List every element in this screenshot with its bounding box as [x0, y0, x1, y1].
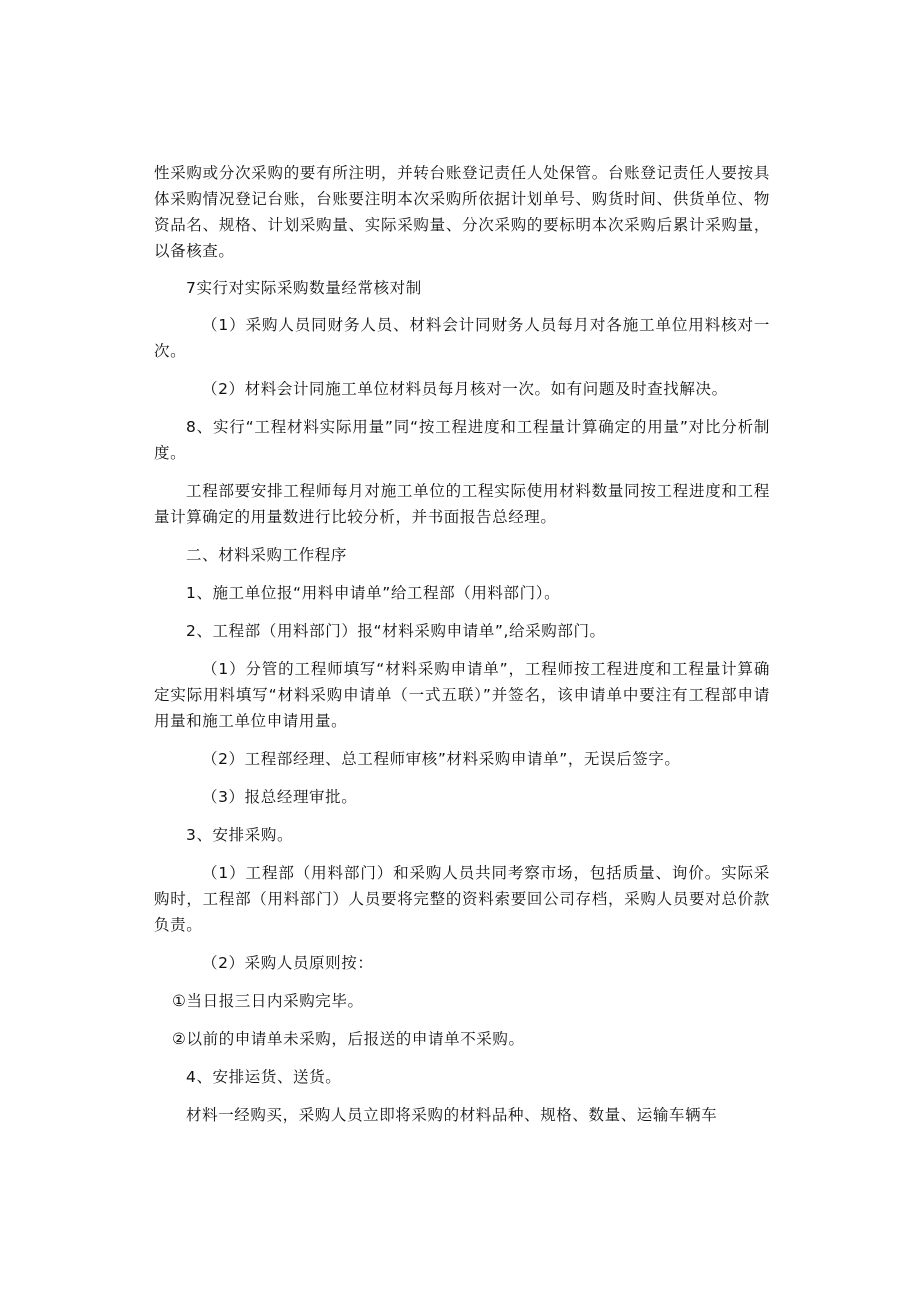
paragraph-8-body: 工程部要安排工程师每月对施工单位的工程实际使用材料数量同按工程进度和工程量计算确定的用量数进行比较分析，并书面报告总经理。 [154, 482, 770, 526]
rule-circle-1: ①当日报三日内采购完毕。 [172, 992, 364, 1010]
step-3-2: （2）采购人员原则按： [202, 954, 374, 972]
paragraph-7-1: （1）采购人员同财务人员、材料会计同财务人员每月对各施工单位用料核对一次。 [154, 316, 770, 360]
document-page [154, 160, 770, 1128]
paragraph-ledger-registration: 性采购或分次采购的要有所注明，并转台账登记责任人处保管。台账登记责任人要按具体采购情况登记台账，台账要注明本次采购所依据计划单号、购货时间、供货单位、物资品名、规格、计划采购量、实际采购量、分次采购的要标明本次采购后累计采购量，以备核查。 [154, 164, 770, 260]
section-heading-procedure: 二、材料采购工作程序 [186, 546, 348, 564]
step-2: 2、工程部（用料部门）报“材料采购申请单”,给采购部门。 [186, 622, 606, 640]
step-2-3: （3）报总经理审批。 [202, 788, 358, 806]
step-2-2: （2）工程部经理、总工程师审核”材料采购申请单”，无误后签字。 [202, 750, 681, 768]
step-1: 1、施工单位报“用料申请单”给工程部（用料部门）。 [186, 584, 561, 602]
step-2-1: （1）分管的工程师填写“材料采购申请单”，工程师按工程进度和工程量计算确定实际用料填写“材料采购申请单（一式五联）”并签名，该申请单中要注有工程部申请用量和施工单位申请用量。 [154, 660, 770, 730]
heading-item-7: 7实行对实际采购数量经常核对制 [186, 279, 422, 297]
step-3: 3、安排采购。 [186, 826, 294, 844]
paragraph-7-2: （2）材料会计同施工单位材料员每月核对一次。如有问题及时查找解决。 [202, 380, 728, 398]
rule-circle-2: ②以前的申请单未采购，后报送的申请单不采购。 [172, 1030, 525, 1048]
heading-item-8: 8、实行“工程材料实际用量”同“按工程进度和工程量计算确定的用量”对比分析制度。 [154, 418, 770, 462]
step-4: 4、安排运货、送货。 [186, 1068, 342, 1086]
paragraph-shipping: 材料一经购买，采购人员立即将采购的材料品种、规格、数量、运输车辆车 [186, 1106, 718, 1124]
step-3-1: （1）工程部（用料部门）和采购人员共同考察市场，包括质量、询价。实际采购时，工程部（用料部门）人员要将完整的资料索要回公司存档，采购人员要对总价款负责。 [154, 864, 770, 934]
